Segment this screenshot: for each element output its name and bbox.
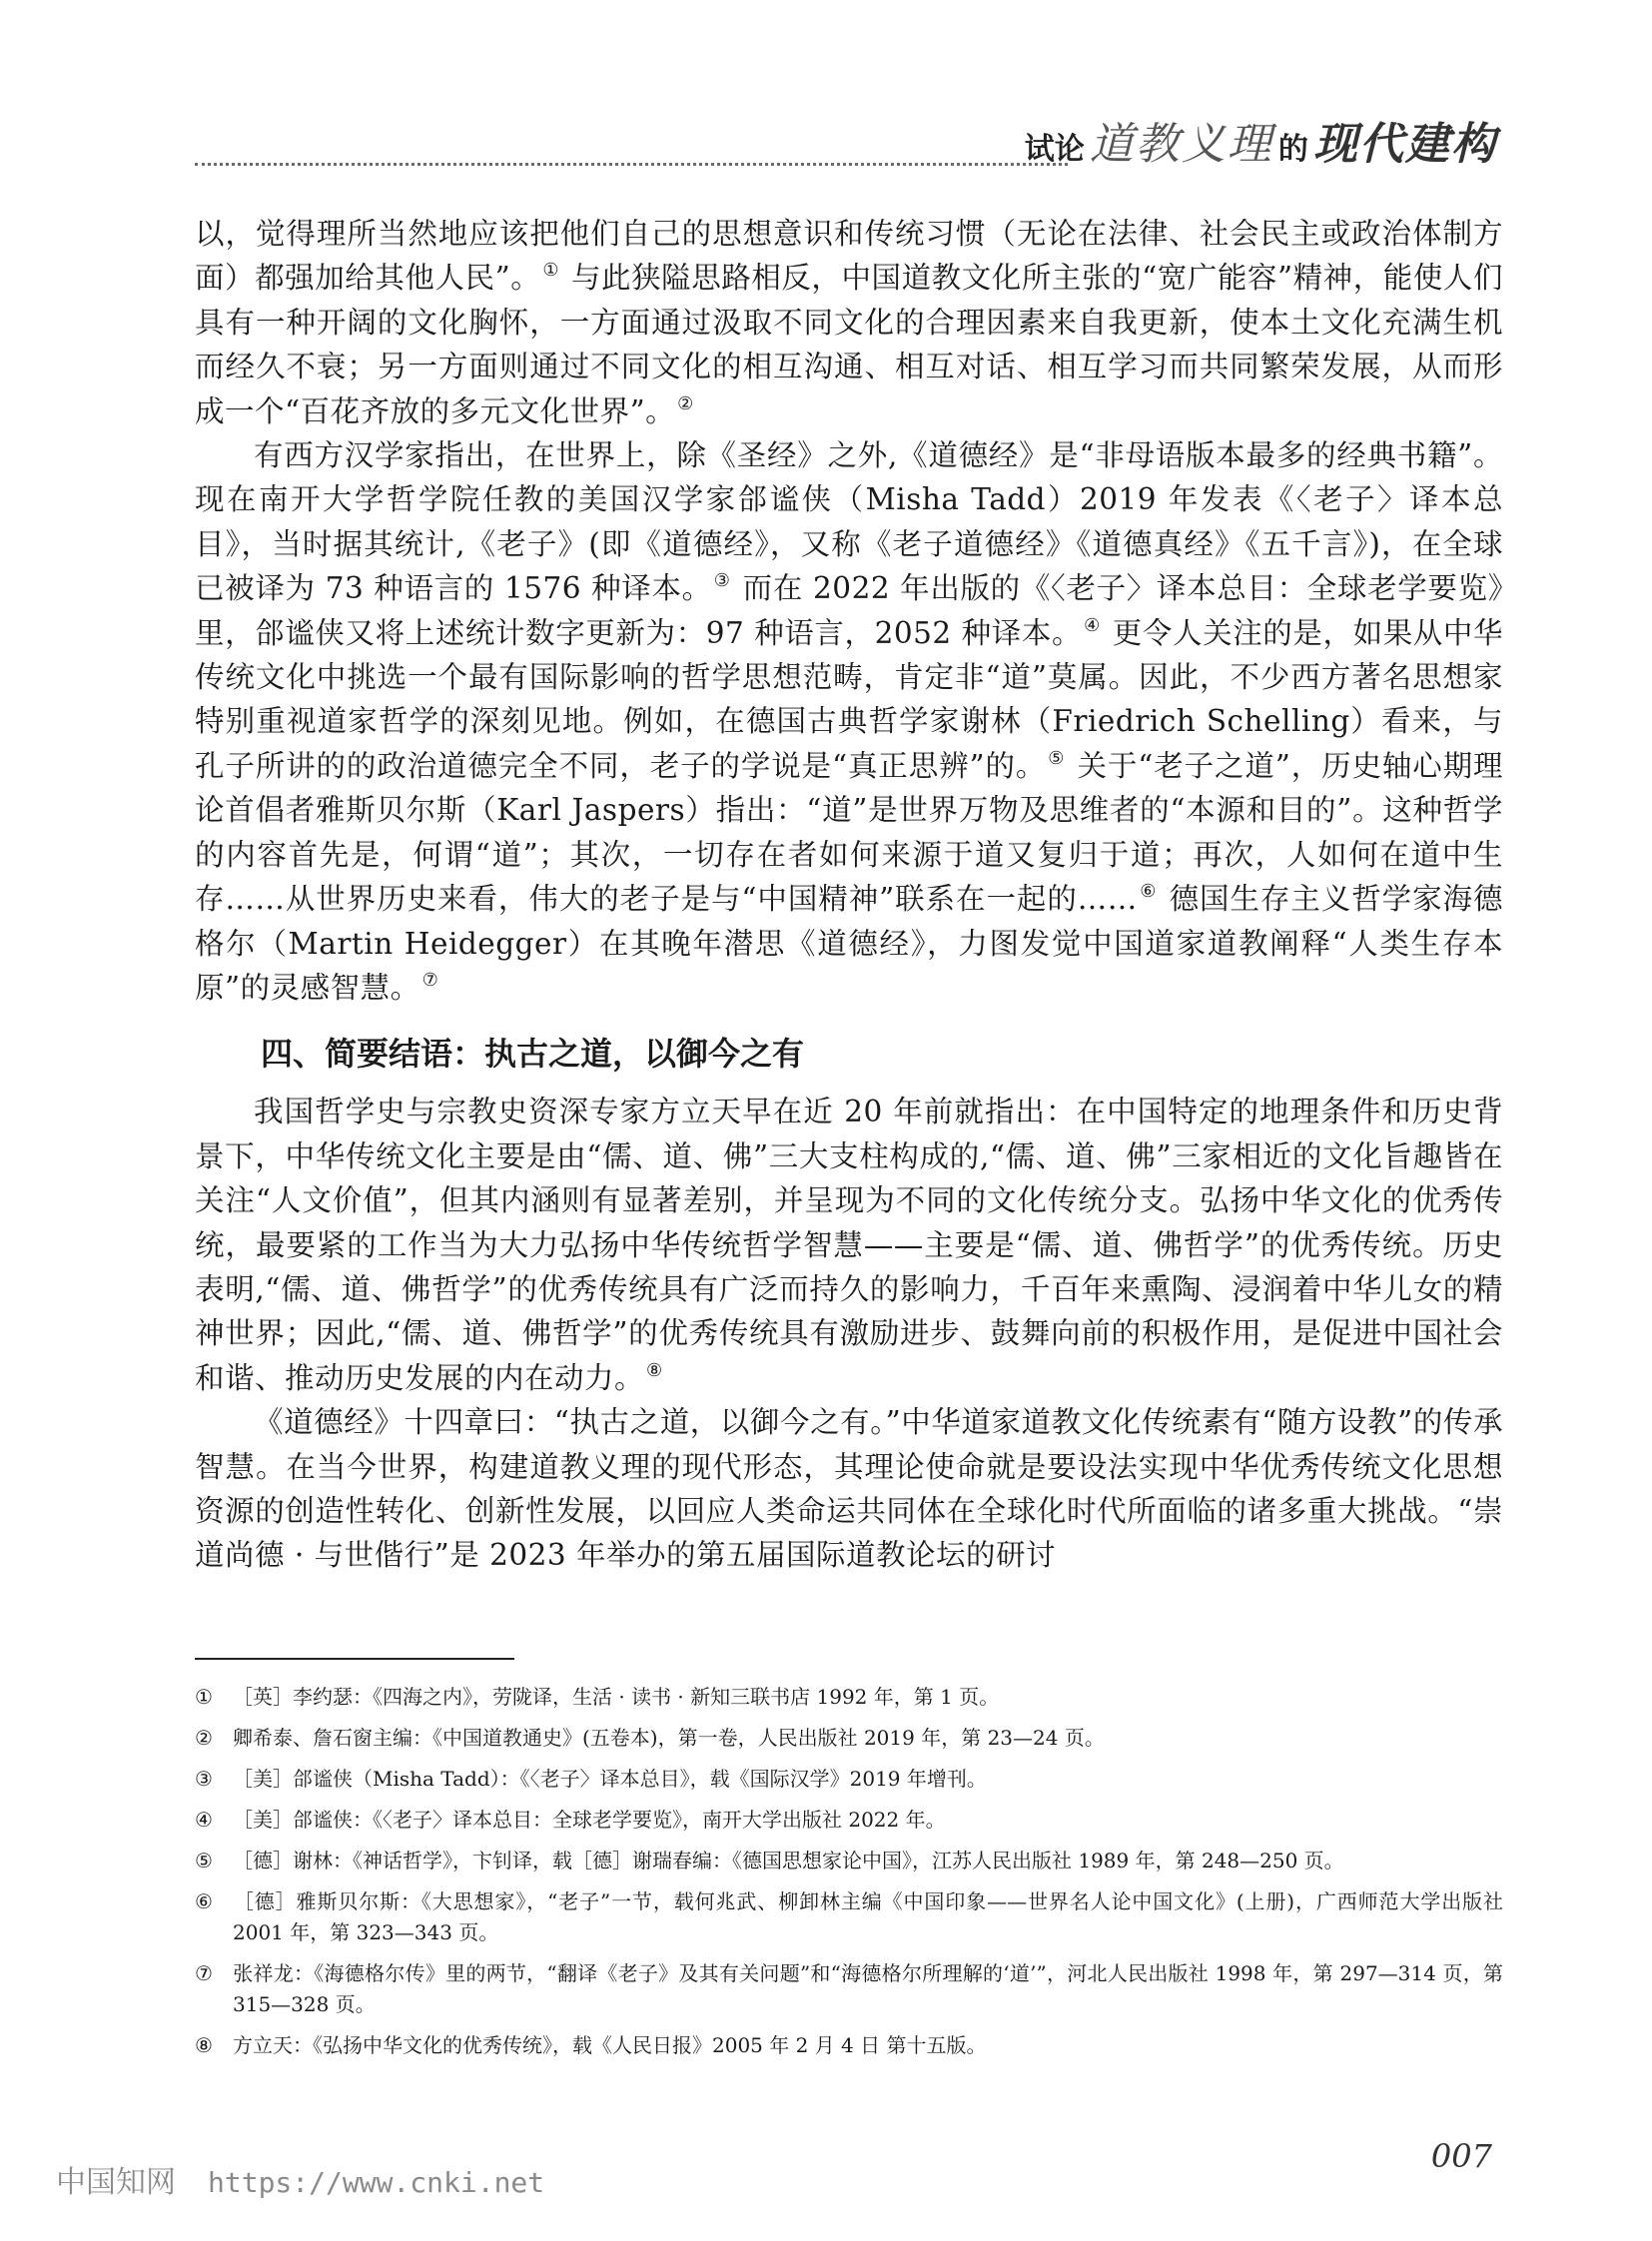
footnote-ref[interactable]: ② — [677, 392, 694, 414]
paragraph-text: 《道德经》十四章曰：“执古之道，以御今之有。”中华道家道教文化传统素有“随方设教”的传承智慧。在当今世界，构建道教义理的现代形态，其理论使命就是要设法实现中华优秀传统文化思想资源的创造性转化、创新性发展，以回应人类命运共同体在全球化时代所面临的诸多重大挑战。“崇道尚德 · 与世偕行”是 2023 年举办的第五届国际道教论坛的研讨 — [195, 1405, 1503, 1573]
paragraph-text: 与此狭隘思路相反，中国道教文化所主张的“宽广能容”精神，能使人们具有一种开阔的文化胸怀，一方面通过汲取不同文化的合理因素来自我更新，使本土文化充满生机而经久不衰；另一方面则通过不同文化的相互沟通、相互对话、相互学习而共同繁荣发展，从而形成一个“百花齐放的多元文化世界”。 — [195, 261, 1503, 428]
footnote-item — [195, 1764, 1503, 1795]
main-text — [195, 212, 1503, 1578]
footnote-text: ［美］郃谧侠（Misha Tadd）：《〈老子〉译本总目》，载《国际汉学》2019 年增刊。 — [233, 1767, 987, 1791]
footnote-mark: ⑧ — [195, 2033, 213, 2057]
footnote-text: 卿希泰、詹石窗主编：《中国道教通史》(五卷本)，第一卷，人民出版社 2019 年，第 23—24 页。 — [233, 1726, 1105, 1750]
paragraph-3 — [195, 1090, 1503, 1400]
cnki-watermark — [56, 2157, 544, 2201]
header-prefix: 试论 — [1024, 132, 1085, 167]
footnote-ref[interactable]: ⑤ — [1048, 747, 1066, 769]
running-header — [195, 112, 1497, 172]
paragraph-2 — [195, 433, 1503, 1010]
paragraph-text: 有西方汉学家指出，在世界上，除《圣经》之外,《道德经》是“非母语版本最多的经典书籍”。现在南开大学哲学院任教的美国汉学家郃谧侠（Misha Tadd）2019 年发表《〈老子〉译本总目》，当时据其统计,《老子》(即《道德经》，又称《老子道德经》《道德真经》《五千言》)，在全球已被译为 73 种语言的 1576 种译本。 — [195, 438, 1503, 606]
footnote-mark: ⑤ — [195, 1849, 213, 1872]
paragraph-4 — [195, 1400, 1503, 1578]
footnote-ref[interactable]: ③ — [713, 570, 731, 592]
footnote-text: ［英］李约瑟：《四海之内》，劳陇译，生活 · 读书 · 新知三联书店 1992 年，第 1 页。 — [233, 1685, 1000, 1709]
header-highlight-2: 现代建构 — [1313, 119, 1497, 170]
footnote-text: ［德］谢林：《神话哲学》，卞钊译，载［德］谢瑞春编：《德国思想家论中国》，江苏人民出版社 1989 年，第 248—250 页。 — [233, 1849, 1344, 1872]
footnote-text: ［美］郃谧侠：《〈老子〉译本总目：全球老学要览》，南开大学出版社 2022 年。 — [233, 1808, 946, 1832]
header-middle: 的 — [1277, 132, 1308, 167]
footnote-item — [195, 1682, 1503, 1713]
header-highlight-1: 道教义理 — [1089, 119, 1273, 170]
footnote-separator — [195, 1658, 514, 1660]
footnote-mark: ① — [195, 1685, 213, 1709]
footnote-ref[interactable]: ⑥ — [1139, 881, 1158, 903]
footnote-text: ［德］雅斯贝尔斯：《大思想家》，“老子”一节，载何兆武、柳卸林主编《中国印象——世界名人论中国文化》(上册)，广西师范大学出版社 2001 年，第 323—343 页。 — [233, 1889, 1503, 1944]
footnote-mark: ⑦ — [195, 1961, 213, 1985]
footnote-ref[interactable]: ⑦ — [421, 969, 439, 991]
footnote-ref[interactable]: ① — [542, 260, 560, 282]
paragraph-text: 而在 2022 年出版的《〈老子〉译本总目：全球老学要览》里，郃谧侠又将上述统计数字更新为：97 种语言，2052 种译本。 — [195, 571, 1503, 650]
footnote-item — [195, 1886, 1503, 1948]
footnote-mark: ② — [195, 1726, 213, 1750]
section-heading: 四、简要结语：执古之道，以御今之有 — [261, 1035, 805, 1074]
paragraph-text: 以，觉得理所当然地应该把他们自己的思想意识和传统习惯（无论在法律、社会民主或政治体制方面）都强加给其他人民”。 — [195, 217, 1503, 296]
paragraph-text: 更令人关注的是，如果从中华传统文化中挑选一个最有国际影响的哲学思想范畴，肯定非“道”莫属。因此，不少西方著名思想家特别重视道家哲学的深刻见地。例如，在德国古典哲学家谢林（Friedrich Schelling）看来，与孔子所讲的的政治道德完全不同，老子的学说是“真正思辨”的。 — [195, 615, 1503, 783]
footnote-text: 张祥龙：《海德格尔传》里的两节，“翻译《老子》及其有关问题”和“海德格尔所理解的‘道’”，河北人民出版社 1998 年，第 297—314 页，第 315—328 页。 — [233, 1961, 1503, 2016]
footnote-item — [195, 2030, 1503, 2061]
header-title — [1025, 108, 1497, 172]
footnote-mark: ⑥ — [195, 1889, 213, 1913]
footnotes — [195, 1682, 1503, 2071]
watermark-url[interactable]: https://www.cnki.net — [208, 2166, 545, 2199]
paragraph-text: 我国哲学史与宗教史资深专家方立天早在近 20 年前就指出：在中国特定的地理条件和历史背景下，中华传统文化主要是由“儒、道、佛”三大支柱构成的,“儒、道、佛”三家相近的文化旨趣皆在关注“人文价值”，但其内涵则有显著差别，并呈现为不同的文化传统分支。弘扬中华文化的优秀传统，最要紧的工作当为大力弘扬中华传统哲学智慧——主要是“儒、道、佛哲学”的优秀传统。历史表明,“儒、道、佛哲学”的优秀传统具有广泛而持久的影响力，千百年来熏陶、浸润着中华儿女的精神世界；因此,“儒、道、佛哲学”的优秀传统具有激励进步、鼓舞向前的积极作用，是促进中国社会和谐、推动历史发展的内在动力。 — [195, 1095, 1503, 1395]
footnote-ref[interactable]: ⑧ — [646, 1359, 663, 1381]
footnote-ref[interactable]: ④ — [1084, 614, 1101, 636]
footnote-mark: ③ — [195, 1767, 213, 1791]
header-dotted-rule — [195, 163, 1068, 166]
footnote-item — [195, 1846, 1503, 1876]
paragraph-1 — [195, 212, 1503, 433]
footnote-item — [195, 1958, 1503, 2020]
paragraph-text: 关于“老子之道”，历史轴心期理论首倡者雅斯贝尔斯（Karl Jaspers）指出：“道”是世界万物及思维者的“本源和目的”。这种哲学的内容首先是，何谓“道”；其次，一切存在者如何来源于道又复归于道；再次，人如何在道中生存……从世界历史来看，伟大的老子是与“中国精神”联系在一起的…… — [195, 748, 1503, 917]
footnote-text: 方立天：《弘扬中华文化的优秀传统》，载《人民日报》2005 年 2 月 4 日 第十五版。 — [233, 2033, 987, 2057]
footnote-item — [195, 1723, 1503, 1754]
paragraph-text: 德国生存主义哲学家海德格尔（Martin Heidegger）在其晚年潜思《道德经》，力图发觉中国道家道教阐释“人类生存本原”的灵感智慧。 — [195, 882, 1503, 1005]
footnote-mark: ④ — [195, 1808, 213, 1832]
footnote-item — [195, 1805, 1503, 1836]
watermark-site-name: 中国知网 — [56, 2165, 176, 2200]
page-number: 007 — [1430, 2137, 1492, 2175]
